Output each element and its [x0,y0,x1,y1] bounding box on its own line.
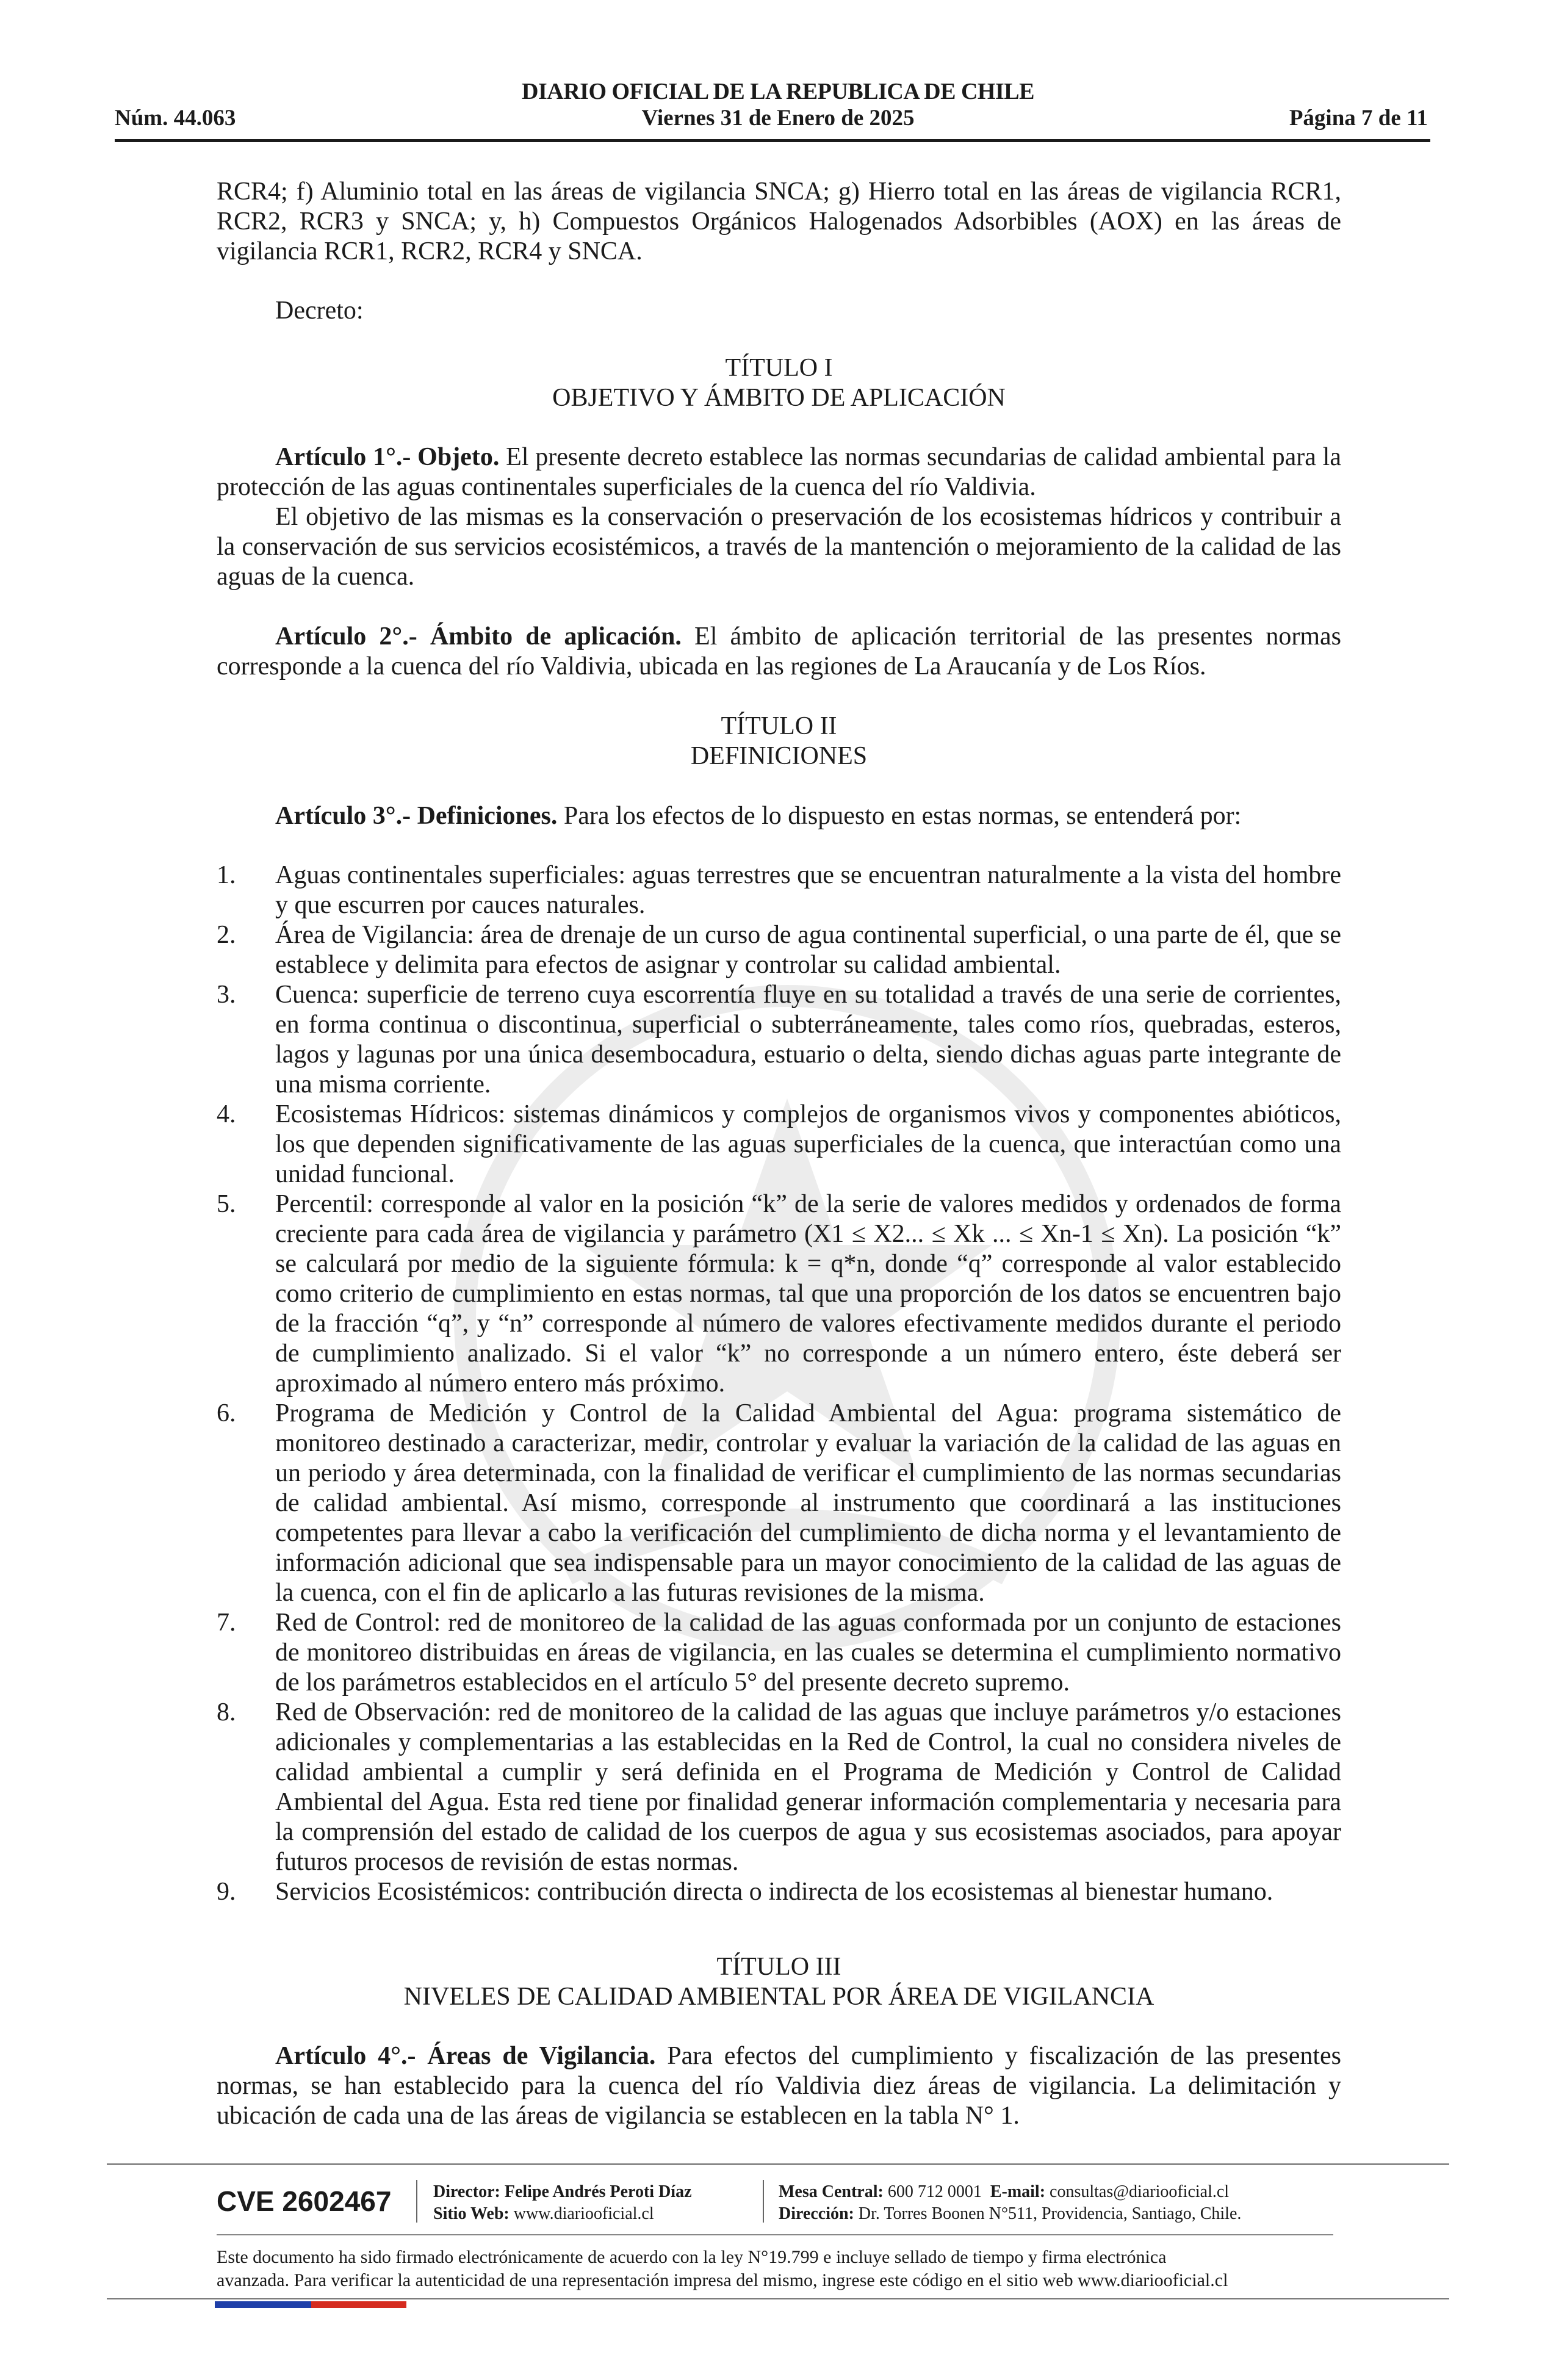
phone-value: 600 712 0001 [887,2182,982,2201]
page-number: Página 7 de 11 [1289,106,1428,131]
article-2-heading: Artículo 2°.- Ámbito de aplicación. [275,622,682,651]
definition-text: Ecosistemas Hídricos: sistemas dinámicos y complejos de organismos vivos y componentes abióticos, los que dependen significativamente de las aguas superficiales de la cuenca, que interactúan como una unidad funcional. [275,1100,1341,1188]
address-label: Dirección: [779,2204,854,2223]
legal-notice [217,2246,1341,2292]
definition-text: Percentil: corresponde al valor en la posición “k” de la serie de valores medidos y ordenados de forma creciente para cada área de vigilancia y parámetro (X1 ≤ X2... ≤ Xk ... ≤ Xn-1 ≤ Xn). La posición “k” se calculará por medio de la siguiente fórmula: k = q*n, donde “q” corresponde al valor establecido como criterio de cumplimiento en estas normas, tal que una proporción de los datos se encuentren bajo de la fracción “q”, y “n” corresponde al número de valores efectivamente medidos durante el periodo de cumplimiento analizado. Si el valor “k” no corresponde a un número entero, éste deberá ser aproximado al número entero más próximo. [275,1190,1341,1397]
article-3 [217,801,1341,831]
flag-stripe-blue [215,2301,311,2308]
article-1-heading: Artículo 1°.- Objeto. [275,443,500,471]
definition-item [217,920,1341,980]
definitions-list-wrap [217,860,1341,1907]
cve-code: CVE 2602467 [217,2185,392,2217]
definition-text: Red de Observación: red de monitoreo de la calidad de las aguas que incluye parámetros y/o estaciones adicionales y complementarias a las establecidas en la Red de Control, la cual no considera niveles de calidad ambiental a cumplir y será definida en el Programa de Medición y Control de Calidad Ambiental del Agua. Esta red tiene por finalidad generar información complementaria y necesaria para la comprensión del estado de calidad de los cuerpos de agua y sus ecosistemas asociados, para apoyar futuros procesos de revisión de estas normas. [275,1698,1341,1876]
article-4-text: Para efectos del cumplimiento y fiscalización de las presentes normas, se han establecido para la cuenca del río Valdivia diez áreas de vigilancia. La delimitación y ubicación de cada una de las áreas de vigilancia se establecen en la tabla N° 1. [217,2042,1342,2130]
titulo-1 [217,353,1341,413]
definition-text: Aguas continentales superficiales: aguas terrestres que se encuentran naturalmente a la vista del hombre y que escurren por cauces naturales. [275,861,1341,919]
definition-number: 4. [217,1100,236,1128]
definition-text: Servicios Ecosistémicos: contribución directa o indirecta de los ecosistemas al bienestar humano. [275,1878,1273,1906]
article-2-paragraph [217,622,1341,682]
article-1-text: El presente decreto establece las normas secundarias de calidad ambiental para la protección de las aguas continentales superficiales de la cuenca del río Valdivia. [217,443,1341,501]
article-3-paragraph [217,801,1341,831]
article-4-paragraph [217,2041,1341,2131]
titulo-1-label: TÍTULO I [725,354,833,382]
article-4 [217,2041,1341,2131]
titulo-3-name: NIVELES DE CALIDAD AMBIENTAL POR ÁREA DE VIGILANCIA [403,1983,1154,2011]
definition-number: 5. [217,1190,236,1218]
publication-title: DIARIO OFICIAL DE LA REPUBLICA DE CHILE [522,79,1034,104]
article-3-text: Para los efectos de lo dispuesto en estas normas, se entenderá por: [557,802,1242,830]
definition-number: 8. [217,1698,236,1726]
footer-separator [416,2180,417,2223]
article-1-paragraph-2: El objetivo de las mismas es la conservación o preservación de los ecosistemas hídricos y contribuir a la conservación de sus servicios ecosistémicos, a través de la mantención o mejoramiento de la calidad de las aguas de la cuenca. [217,503,1341,591]
definition-number: 6. [217,1399,236,1427]
legal-line-2: avanzada. Para verificar la autenticidad de una representación impresa del mismo, ingrese este código en el sitio web www.diariooficial.cl [217,2270,1228,2290]
definitions-list [217,860,1341,1907]
titulo-1-name: OBJETIVO Y ÁMBITO DE APLICACIÓN [552,384,1006,412]
intro-text: RCR4; f) Aluminio total en las áreas de vigilancia SNCA; g) Hierro total en las áreas de vigilancia RCR1, RCR2, RCR3 y SNCA; y, h) Compuestos Orgánicos Halogenados Adsorbibles (AOX) en las áreas de vigilancia RCR1, RCR2, RCR4 y SNCA. [217,178,1341,265]
definition-text: Área de Vigilancia: área de drenaje de un curso de agua continental superficial, o una parte de él, que se establece y delimita para efectos de asignar y controlar su calidad ambiental. [275,921,1341,979]
article-2 [217,622,1341,682]
definition-item [217,980,1341,1100]
decreto-label-wrap [217,296,1341,326]
footer-contact-block [779,2181,1241,2225]
header-divider [115,139,1430,142]
definition-number: 9. [217,1878,236,1906]
definition-number: 3. [217,981,236,1009]
definition-text: Red de Control: red de monitoreo de la calidad de las aguas conformada por un conjunto de estaciones de monitoreo distribuidas en áreas de vigilancia, en las cuales se determina el cumplimiento normativo de los parámetros establecidos en el artículo 5° del presente decreto supremo. [275,1609,1341,1697]
intro-paragraph [217,177,1341,267]
footer-top-divider [107,2163,1449,2165]
titulo-3 [217,1952,1341,2012]
definition-text: Cuenca: superficie de terreno cuya escorrentía fluye en su totalidad a través de una serie de corrientes, en forma continua o discontinua, superficial o subterráneamente, tales como ríos, quebradas, esteros, lagos y lagunas por una única desembocadura, estuario o delta, siendo dichas aguas parte integrante de una misma corriente. [275,981,1341,1098]
director-label: Director: [433,2182,500,2201]
article-3-heading: Artículo 3°.- Definiciones. [275,802,558,830]
titulo-2-label: TÍTULO II [721,712,837,740]
director-name: Felipe Andrés Peroti Díaz [504,2182,692,2201]
definition-item [217,1698,1341,1877]
article-4-heading: Artículo 4°.- Áreas de Vigilancia. [275,2042,656,2070]
flag-stripe-red [311,2301,406,2308]
definition-number: 7. [217,1609,236,1637]
article-1 [217,442,1341,592]
definition-item [217,1399,1341,1608]
article-2-text: El ámbito de aplicación territorial de las presentes normas corresponde a la cuenca del río Valdivia, ubicada en las regiones de La Araucanía y de Los Ríos. [217,622,1342,680]
footer-address-line [779,2203,1241,2225]
titulo-3-label: TÍTULO III [716,1953,841,1981]
email-link[interactable]: consultas@diariooficial.cl [1050,2182,1230,2201]
definition-item [217,860,1341,920]
article-1-paragraph [217,442,1341,502]
web-label: Sitio Web: [433,2204,510,2223]
address-value: Dr. Torres Boonen N°511, Providencia, Santiago, Chile. [858,2204,1242,2223]
titulo-2-name: DEFINICIONES [690,742,868,770]
footer-mid-divider [217,2234,1333,2235]
footer-director-block [433,2181,692,2225]
definition-text: Programa de Medición y Control de la Calidad Ambiental del Agua: programa sistemático de monitoreo destinado a caracterizar, medir, controlar y evaluar la variación de la calidad de las aguas en un periodo y área determinada, con la finalidad de verificar el cumplimiento de las normas secundarias de calidad ambiental. Así mismo, corresponde al instrumento que coordinará a las instituciones competentes para llevar a cabo la verificación del cumplimiento de dicha norma y el levantamiento de información adicional que sea indispensable para un mayor conocimiento de la calidad de las aguas de la cuenca, con el fin de aplicarlo a las futuras revisiones de la misma. [275,1399,1341,1607]
footer-director-line [433,2181,692,2203]
web-link[interactable]: www.diariooficial.cl [513,2204,654,2223]
legal-line-1: Este documento ha sido firmado electrónicamente de acuerdo con la ley N°19.799 e incluye sellado de tiempo y firma electrónica [217,2247,1167,2267]
titulo-2 [217,712,1341,771]
definition-number: 1. [217,861,236,889]
phone-label: Mesa Central: [779,2182,884,2201]
definition-item [217,1608,1341,1698]
footer-phone-line [779,2181,1241,2203]
decreto-label: Decreto: [275,297,364,325]
definition-number: 2. [217,921,236,949]
definition-item [217,1189,1341,1399]
definition-item [217,1877,1341,1907]
issue-number: Núm. 44.063 [115,106,236,131]
footer-separator [763,2180,764,2223]
definition-item [217,1100,1341,1189]
email-label: E-mail: [990,2182,1046,2201]
publication-date: Viernes 31 de Enero de 2025 [641,106,915,131]
footer-bottom-divider [107,2298,1449,2299]
footer-web-line [433,2203,692,2225]
